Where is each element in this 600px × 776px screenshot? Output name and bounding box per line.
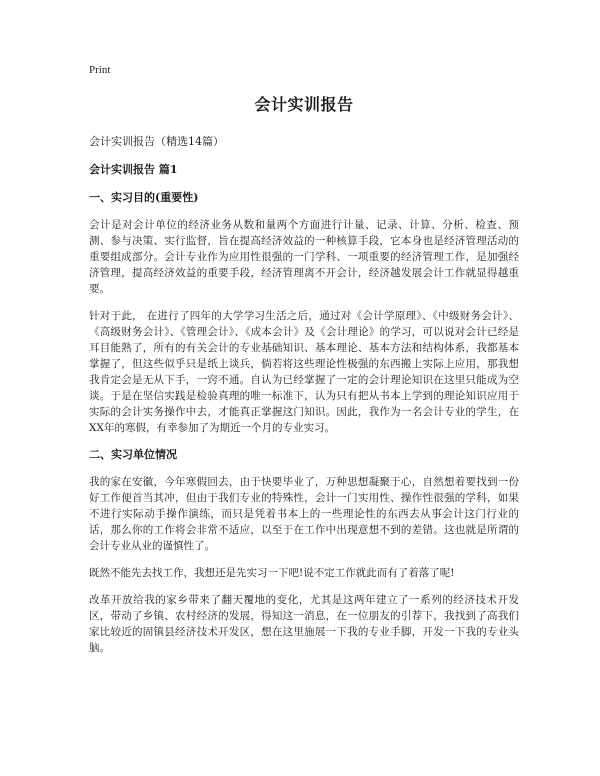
paragraph: 针对于此， 在进行了四年的大学学习生活之后，通过对《会计学原理》、《中级财务会计》、《高级财务会计》、《管理会计》、《成本会计》及《会计理论》的学习，可以说对会计已经是耳目能熟了，所有的有关会计的专业基础知识、基本理论、基本方法和结构体系，我都基本掌握了，但这些似乎只是纸上谈兵，倘若将这些理论性极强的东西搬上实际上应用，那我想我肯定会是无从下手，一窍不通。自认为已经掌握了一定的会计理论知识在这里只能成为空谈。于是在坚信实践是检验真理的唯一标准下，认为只有把从书本上学到的理论知识应用于实际的会计实务操作中去，才能真正掌握这门知识。因此，我作为一名会计专业的学生，在XX年的寒假，有幸参加了为期近一个月的专业实习。 [89, 310, 519, 434]
chapter-title: 会计实训报告 篇1 [89, 163, 178, 176]
document-page [89, 62, 519, 667]
print-link[interactable]: Print [89, 64, 111, 76]
paragraph: 我的家在安徽，今年寒假回去，由于快要毕业了，万种思想凝聚于心，自然想着要找到一份好工作便首当其冲，但由于我们专业的特殊性，会计一门实用性、操作性很强的学科，如果不进行实际动手操作演练，而只是凭着书本上的一些理论性的东西去从事会计这门行业的话，那么你的工作将会非常不适应，以至于在工作中出现意想不到的差错。这也就是所谓的会计专业从业的谨慎性了。 [89, 476, 519, 552]
section-heading-unit: 二、实习单位情况 [89, 448, 177, 461]
page-title: 会计实训报告 [254, 95, 354, 114]
paragraph: 既然不能先去找工作，我想还是先实习一下吧!说不定工作就此而有了着落了呢! [89, 567, 455, 579]
document-subtitle: 会计实训报告（精选14篇） [89, 135, 224, 148]
paragraph: 改革开放给我的家乡带来了翻天覆地的变化，尤其是这两年建立了一系列的经济技术开发区，带动了乡镇、农村经济的发展，得知这一消息，在一位朋友的引荐下，我找到了高我们家比较近的固镇县经济技术开发区，想在这里施展一下我的专业手脚，开发一下我的专业头脑。 [89, 594, 519, 654]
paragraph: 会计是对会计单位的经济业务从数和量两个方面进行计量、记录、计算、分析、检查、预测、参与决策、实行监督，旨在提高经济效益的一种核算手段，它本身也是经济管理活动的重要组成部分。会计专业作为应用性很强的一门学科、一项重要的经济管理工作，是加强经济管理，提高经济效益的重要手段，经济管理离不开会计，经济越发展会计工作就显得越重要。 [89, 219, 519, 295]
section-heading-purpose: 一、实习目的(重要性) [89, 191, 199, 204]
